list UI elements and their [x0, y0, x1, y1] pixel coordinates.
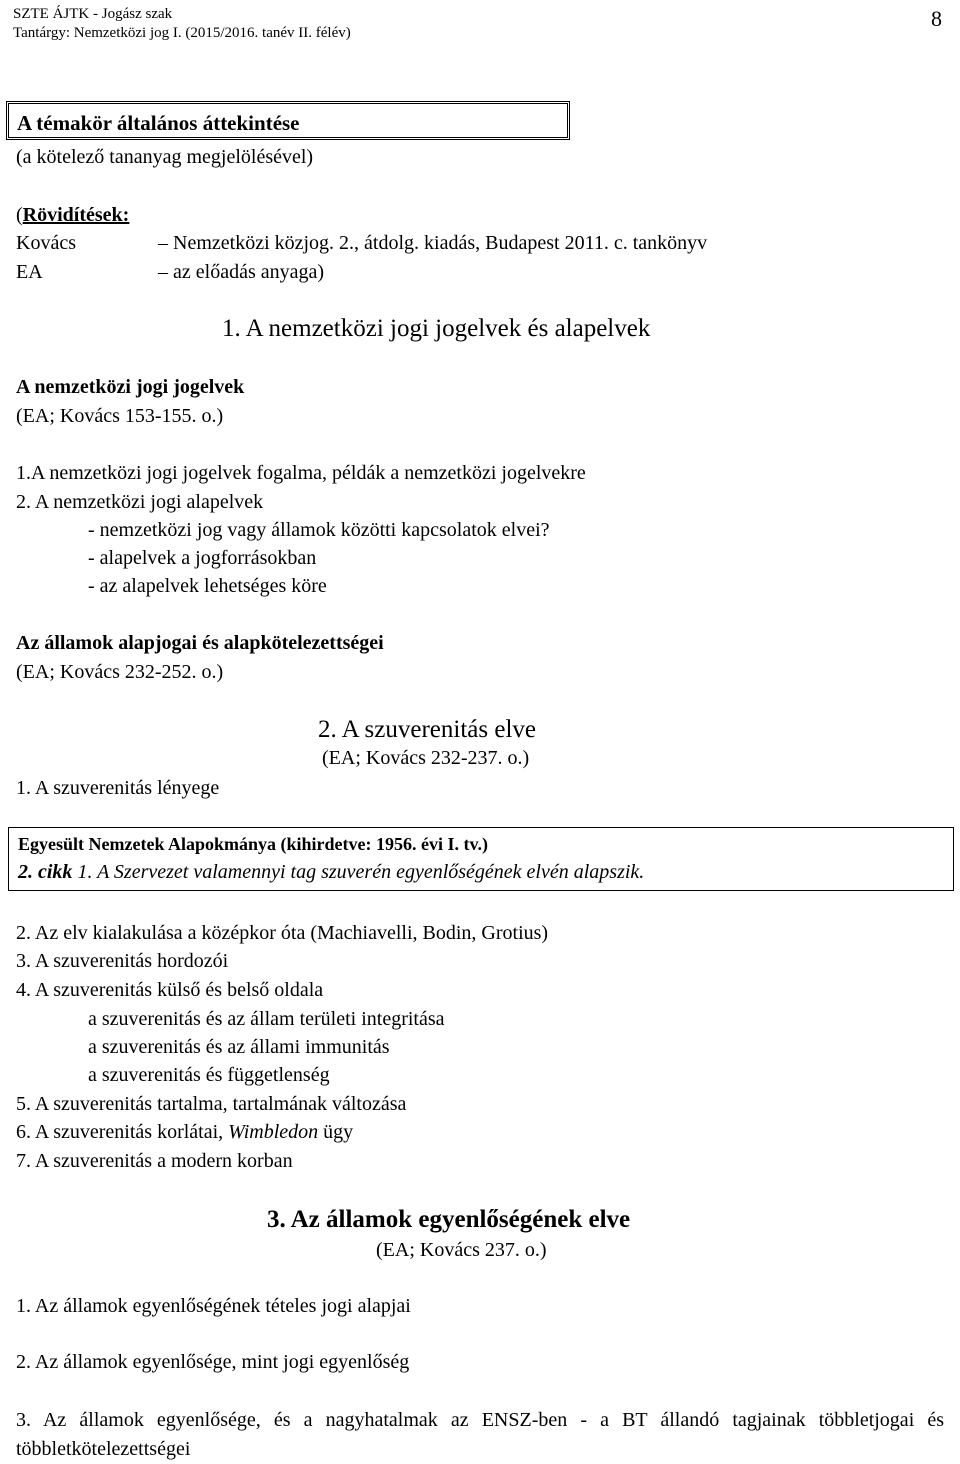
section2-ref: (EA; Kovács 232-237. o.) — [322, 747, 530, 769]
page-title: A témakör általános áttekintése — [17, 111, 300, 135]
section3-item-1: 1. Az államok egyenlőségének tételes jogi alapjai — [16, 1295, 411, 1317]
title-box — [8, 103, 568, 138]
section2-item-1: 1. A szuverenitás lényege — [16, 777, 220, 799]
section1-subheading: A nemzetközi jogi jogelvek — [16, 376, 245, 398]
subtitle: (a kötelező tananyag megjelölésével) — [16, 146, 314, 168]
abbrev-key-ea: EA — [16, 261, 43, 283]
rights-ref: (EA; Kovács 232-252. o.) — [16, 661, 224, 683]
section2-heading: 2. A szuverenitás elve — [318, 716, 536, 743]
section2-item-3: 3. A szuverenitás hordozói — [16, 950, 229, 972]
abbreviations-heading: (Rövidítések: — [16, 204, 130, 226]
section3-item-2: 2. Az államok egyenlősége, mint jogi egyenlőség — [16, 1351, 410, 1373]
section1-subitem-b: - alapelvek a jogforrásokban — [88, 547, 317, 569]
section1-subitem-a: - nemzetközi jog vagy államok közötti kapcsolatok elvei? — [88, 519, 550, 541]
header-course: SZTE ÁJTK - Jogász szak — [13, 6, 173, 22]
abbrev-value-ea: – az előadás anyaga) — [158, 261, 325, 283]
section3-item-3: 3. Az államok egyenlősége, és a nagyhatalmak az ENSZ-ben - a BT állandó tagjainak többletjogai és többletkötelezettségei — [16, 1409, 944, 1460]
section1-subitem-c: - az alapelvek lehetséges köre — [88, 575, 327, 597]
section3-ref: (EA; Kovács 237. o.) — [376, 1239, 547, 1261]
charter-article: 2. cikk 1. A Szervezet valamennyi tag szuverén egyenlőségének elvén alapszik. — [18, 861, 645, 883]
section1-item-1: 1.A nemzetközi jogi jogelvek fogalma, példák a nemzetközi jogelvekre — [16, 462, 586, 484]
section2-item-5: 5. A szuverenitás tartalma, tartalmának változása — [16, 1093, 407, 1115]
page-number: 8 — [931, 6, 942, 31]
section2-item-2: 2. Az elv kialakulása a középkor óta (Machiavelli, Bodin, Grotius) — [16, 922, 549, 944]
section2-subitem-a: a szuverenitás és az állam területi integritása — [88, 1008, 445, 1030]
section2-item-6: 6. A szuverenitás korlátai, Wimbledon ügy — [16, 1121, 354, 1143]
section1-heading: 1. A nemzetközi jogi jogelvek és alapelvek — [222, 315, 651, 342]
charter-quote-box — [8, 827, 954, 891]
rights-heading: Az államok alapjogai és alapkötelezettségei — [16, 632, 384, 654]
header-subject: Tantárgy: Nemzetközi jog I. (2015/2016. tanév II. félév) — [13, 25, 351, 41]
section2-item-7: 7. A szuverenitás a modern korban — [16, 1150, 293, 1172]
section3-heading: 3. Az államok egyenlőségének elve — [267, 1206, 631, 1233]
section2-subitem-c: a szuverenitás és függetlenség — [88, 1064, 330, 1086]
section2-item-4: 4. A szuverenitás külső és belső oldala — [16, 979, 324, 1001]
section1-item-2: 2. A nemzetközi jogi alapelvek — [16, 491, 264, 513]
section1-subref: (EA; Kovács 153-155. o.) — [16, 405, 224, 427]
abbrev-value-kovacs: – Nemzetközi közjog. 2., átdolg. kiadás, Budapest 2011. c. tankönyv — [158, 232, 708, 254]
charter-title: Egyesült Nemzetek Alapokmánya (kihirdetve: 1956. évi I. tv.) — [18, 834, 488, 854]
abbrev-key-kovacs: Kovács — [16, 232, 76, 254]
section2-subitem-b: a szuverenitás és az állami immunitás — [88, 1036, 390, 1058]
